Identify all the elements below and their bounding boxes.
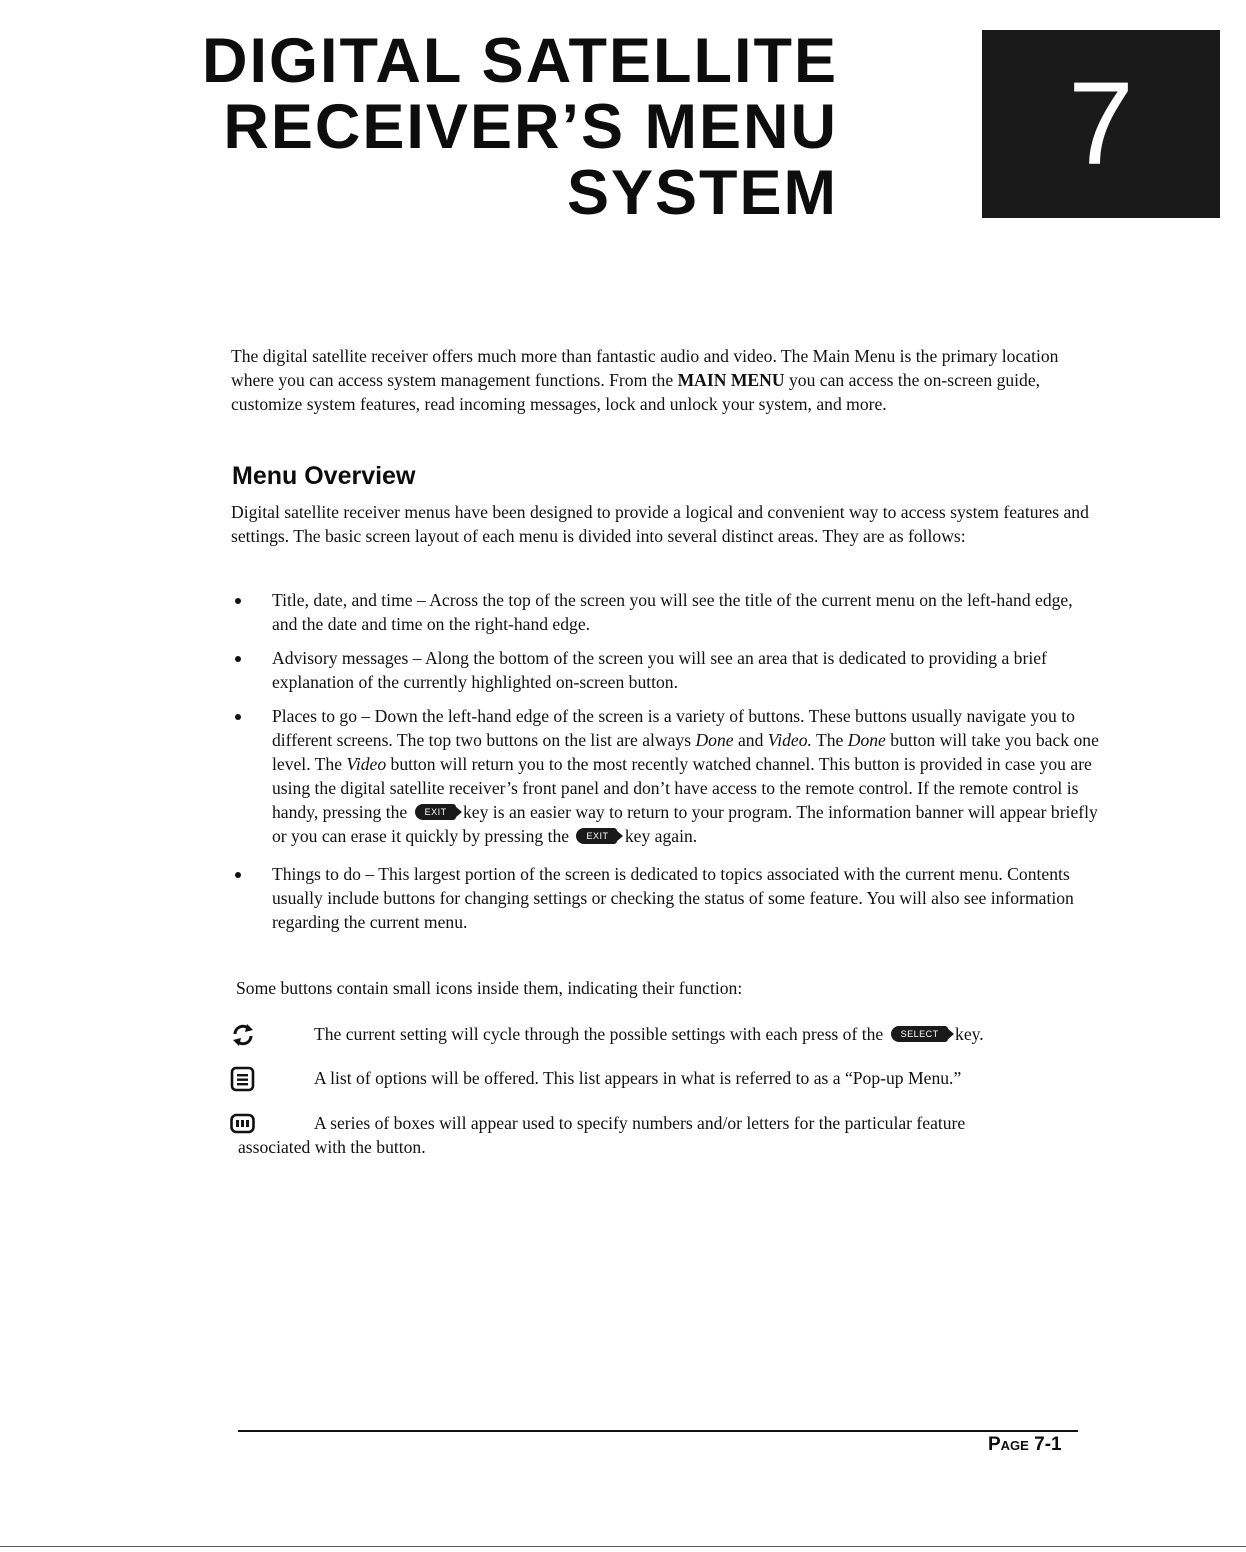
popup-description: A list of options will be offered. This list appears in what is referred to as a “Pop-up Menu.”	[314, 1068, 962, 1088]
popup-list-icon	[230, 1066, 256, 1092]
exit-key-icon: EXIT	[576, 828, 617, 844]
menu-overview-paragraph: Digital satellite receiver menus have been designed to provide a logical and convenient way to access system features and settings. The basic screen layout of each menu is divided into several distinct areas. They are as follows:	[231, 502, 1089, 546]
bullet-places-text-3: button will take you back one level. The	[272, 730, 1099, 774]
done-emphasis-2: Done	[847, 730, 886, 750]
boxes-description-2: associated with the button.	[238, 1137, 426, 1157]
bullet-places-text-4: button will return you to the most recently watched channel. This button is provided in case you are using the digital satellite receiver’s front panel and don’t have access to the remote control. If the remote control is handy, pressing the	[272, 754, 1092, 822]
bullet-places-text-2: The	[811, 730, 848, 750]
bullet-places-text-1: Places to go – Down the left-hand edge of the screen is a variety of buttons. These buttons usually navigate you to different screens. The top two buttons on the list are always	[272, 706, 1075, 750]
icon-legend-cycle	[230, 1022, 1100, 1046]
list-item	[232, 646, 1102, 694]
video-emphasis: Video.	[767, 730, 812, 750]
select-key-icon: SELECT	[891, 1026, 948, 1042]
chapter-title-line-2: RECEIVER’S MENU	[223, 92, 838, 162]
chapter-title-line-3: SYSTEM	[566, 158, 838, 228]
screen-areas-list	[232, 588, 1102, 944]
bullet-places-and: and	[733, 730, 768, 750]
icon-legend-intro: Some buttons contain small icons inside them, indicating their function:	[236, 978, 743, 998]
intro-text-2: you can access the on-screen guide, customize system features, read incoming messages, lock and unlock your system, and more.	[231, 370, 1041, 414]
entry-boxes-icon	[230, 1111, 256, 1137]
list-item	[232, 862, 1102, 934]
exit-key-icon: EXIT	[415, 804, 456, 820]
page-number-text: Page 7-1	[988, 1434, 1062, 1455]
bullet-places-text-6: key again.	[620, 826, 698, 846]
bullet-icon	[235, 872, 241, 878]
chapter-number: 7	[1068, 58, 1134, 190]
done-emphasis: Done	[695, 730, 734, 750]
bullet-icon	[235, 714, 241, 720]
list-item	[232, 704, 1102, 848]
main-menu-emphasis: MAIN MENU	[677, 370, 785, 390]
cycle-description-2: key.	[950, 1024, 984, 1044]
bullet-icon	[235, 656, 241, 662]
list-item	[232, 588, 1102, 636]
chapter-title-line-1: DIGITAL SATELLITE	[202, 26, 838, 96]
boxes-description-1: A series of boxes will appear used to specify numbers and/or letters for the particular feature	[314, 1113, 966, 1133]
cycle-icon	[230, 1022, 256, 1048]
icon-legend-popup	[230, 1066, 1100, 1090]
bullet-advisory-text: Advisory messages – Along the bottom of the screen you will see an area that is dedicated to providing a brief explanation of the currently highlighted on-screen button.	[272, 648, 1047, 692]
page-bottom-edge	[0, 1546, 1246, 1547]
bullet-title-date-text: Title, date, and time – Across the top of the screen you will see the title of the current menu on the left-hand edge, and the date and time on the right-hand edge.	[272, 590, 1073, 634]
footer-rule	[238, 1430, 1078, 1432]
intro-paragraph	[231, 344, 1091, 416]
bullet-places-text-5: key is an easier way to return to your program. The information banner will appear briefly or you can erase it quickly by pressing the	[272, 802, 1098, 846]
video-emphasis-2: Video	[346, 754, 387, 774]
bullet-things-text: Things to do – This largest portion of the screen is dedicated to topics associated with the current menu. Contents usually include buttons for changing settings or checking the status of some feature. You will also see information regarding the current menu.	[272, 864, 1074, 932]
section-heading-menu-overview: Menu Overview	[232, 462, 416, 490]
intro-text-1: The digital satellite receiver offers much more than fantastic audio and video. The Main Menu is the primary location where you can access system management functions. From the	[231, 346, 1059, 390]
bullet-icon	[235, 598, 241, 604]
chapter-title	[100, 28, 838, 226]
page-number	[988, 1430, 1062, 1460]
icon-legend-boxes	[230, 1111, 1100, 1159]
chapter-number-box	[982, 30, 1220, 218]
cycle-description-1: The current setting will cycle through the possible settings with each press of the	[314, 1024, 888, 1044]
